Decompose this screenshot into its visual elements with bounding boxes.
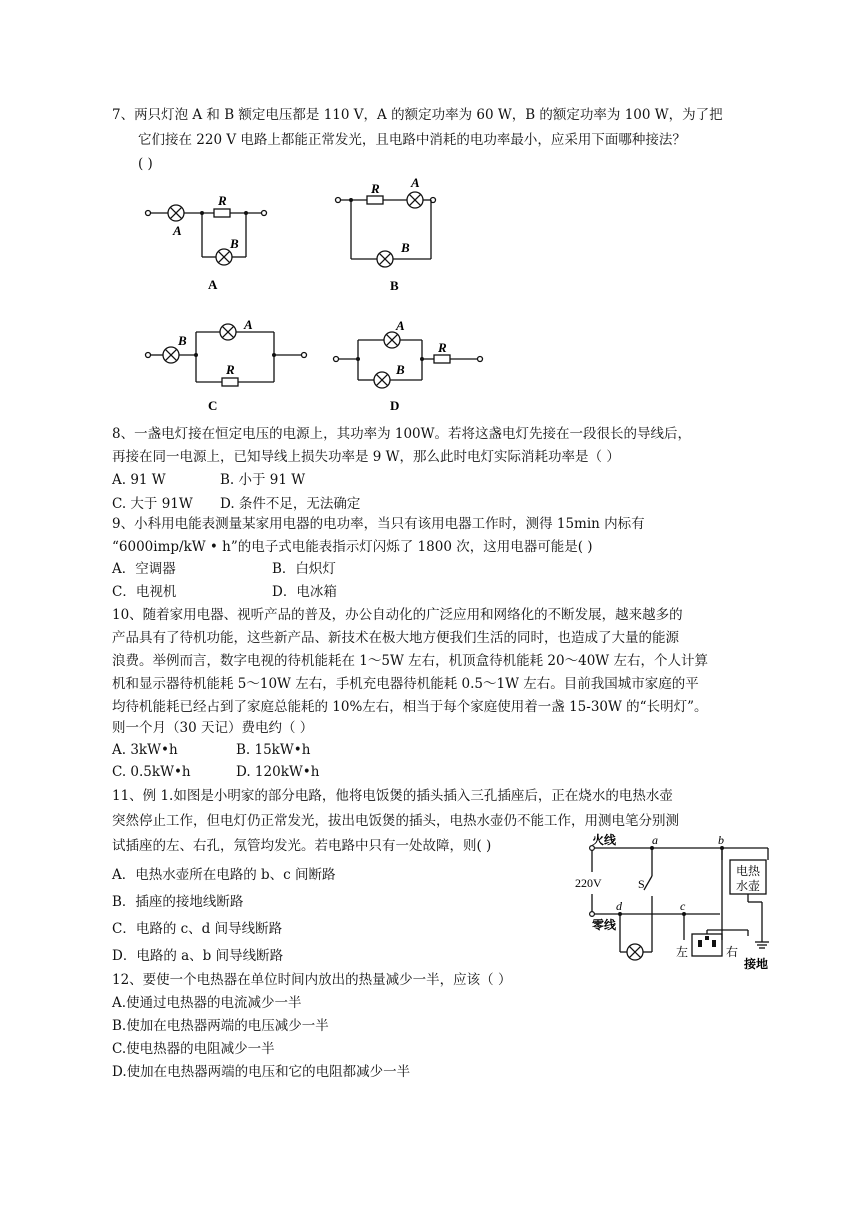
diagram-c-label-b: B (178, 333, 187, 348)
q10-option-b: B. 15kW•h (236, 742, 311, 758)
q11-option-d: D．电路的 a、b 间导线断路 (112, 948, 284, 964)
q8-stem-line2: 再接在同一电源上，已知导线上损失功率是 9 W，那么此时电灯实际消耗功率是（ ） (112, 449, 620, 465)
neutral-wire-label: 零线 (592, 918, 617, 932)
point-d-label: d (616, 899, 622, 913)
socket-right-label: 右 (726, 945, 739, 959)
kettle-label-line1: 电热 (736, 864, 761, 878)
q9-stem-line1: 9、小科用电能表测量某家用电器的电功率，当只有该用电器工作时，测得 15min 内标有 (112, 516, 645, 532)
diagram-b-label-r: R (371, 181, 380, 196)
q11-option-b: B．插座的接地线断路 (112, 894, 244, 910)
circuit-diagram-b (333, 174, 453, 295)
household-circuit-figure (572, 832, 782, 972)
circuit-diagram-d (330, 312, 490, 416)
diagram-b-label-b: B (401, 240, 410, 255)
diagram-d-label-a: A (396, 318, 405, 333)
q11-option-c: C．电路的 c、d 间导线断路 (112, 921, 283, 937)
diagram-b-caption: B (390, 278, 399, 293)
q8-option-a: A. 91 W (112, 472, 166, 488)
q9-option-c: C．电视机 (112, 584, 177, 600)
q12-option-d: D.使加在电热器两端的电压和它的电阻都减少一半 (112, 1064, 411, 1080)
point-c-label: c (680, 899, 686, 913)
q8-option-c: C. 大于 91W (112, 496, 193, 512)
q11-stem-line1: 11、例 1.如图是小明家的部分电路，他将电饭煲的插头插入三孔插座后，正在烧水的电热水壶 (112, 788, 673, 804)
q9-option-d: D．电冰箱 (272, 584, 337, 600)
kettle-label-line2: 水壶 (736, 879, 761, 893)
socket-left-label: 左 (676, 945, 689, 959)
diagram-d-caption: D (390, 398, 400, 413)
circuit-diagram-a (140, 190, 280, 295)
q10-option-c: C. 0.5kW•h (112, 764, 191, 780)
switch-label: S (638, 877, 645, 891)
point-b-label: b (718, 833, 724, 847)
q11-option-a: A．电热水壶所在电路的 b、c 间断路 (112, 867, 336, 883)
diagram-c-label-r: R (226, 362, 235, 377)
q10-stem-line1: 10、随着家用电器、视听产品的普及，办公自动化的广泛应用和网络化的不断发展，越来越多的 (112, 607, 683, 623)
q9-option-a: A．空调器 (112, 561, 176, 577)
ground-label: 接地 (744, 957, 769, 971)
q10-stem-line3: 浪费。举例而言，数字电视的待机能耗在 1～5W 左右，机顶盒待机能耗 20～40W 左右，个人计算 (112, 653, 708, 669)
q8-option-d: D. 条件不足，无法确定 (220, 496, 361, 512)
point-a-label: a (652, 833, 658, 847)
q12-option-a: A.使通过电热器的电流减少一半 (112, 995, 302, 1011)
q7-answer-blank: ( ) (138, 156, 153, 172)
q8-stem-line1: 8、一盏电灯接在恒定电压的电源上，其功率为 100W。若将这盏电灯先接在一段很长的导线后， (112, 426, 692, 442)
circuit-diagram-c (140, 312, 310, 416)
diagram-c-label-a: A (244, 317, 253, 332)
q9-stem-line2: “6000imp/kW • h”的电子式电能表指示灯闪烁了 1800 次，这用电器可能是( ) (112, 539, 593, 555)
diagram-a-label-b: B (230, 236, 239, 251)
diagram-a-label-r: R (218, 193, 227, 208)
voltage-label: 220V (575, 876, 602, 890)
q10-option-d: D. 120kW•h (236, 764, 320, 780)
q10-stem-line6: 则一个月（30 天记）费电约（ ） (112, 720, 314, 736)
q12-option-c: C.使电热器的电阻减少一半 (112, 1041, 275, 1057)
diagram-a-caption: A (208, 277, 218, 292)
q7-stem-line2: 它们接在 220 V 电路上都能正常发光，且电路中消耗的电功率最小，应采用下面哪种接法？ (138, 132, 686, 148)
q10-stem-line5: 均待机能耗已经占到了家庭总能耗的 10%左右，相当于每个家庭使用着一盏 15-30W 的“长明灯”。 (112, 699, 708, 715)
q12-option-b: B.使加在电热器两端的电压减少一半 (112, 1018, 329, 1034)
live-wire-label: 火线 (592, 833, 617, 847)
q11-stem-line2: 突然停止工作，但电灯仍正常发光，拔出电饭煲的插头，电热水壶仍不能工作，用测电笔分别测 (112, 813, 679, 829)
q10-stem-line4: 机和显示器待机能耗 5～10W 左右，手机充电器待机能耗 0.5～1W 左右。目前我国城市家庭的平 (112, 676, 699, 692)
q8-option-b: B. 小于 91 W (220, 472, 306, 488)
q9-option-b: B．白炽灯 (272, 561, 336, 577)
q10-option-a: A. 3kW•h (112, 742, 178, 758)
diagram-b-label-a: A (411, 175, 420, 190)
q10-stem-line2: 产品具有了待机功能，这些新产品、新技术在极大地方便我们生活的同时，也造成了大量的能源 (112, 630, 679, 646)
q11-stem-line3: 试插座的左、右孔，氖管均发光。若电路中只有一处故障，则( ) (112, 838, 492, 854)
diagram-d-label-b: B (396, 362, 405, 377)
diagram-c-caption: C (208, 398, 218, 413)
q12-stem: 12、要使一个电热器在单位时间内放出的热量减少一半，应该（ ） (112, 972, 512, 988)
diagram-a-label-a: A (173, 223, 182, 238)
q7-stem-line1: 7、两只灯泡 A 和 B 额定电压都是 110 V，A 的额定功率为 60 W，B 的额定功率为 100 W，为了把 (112, 107, 723, 123)
diagram-d-label-r: R (438, 340, 447, 355)
